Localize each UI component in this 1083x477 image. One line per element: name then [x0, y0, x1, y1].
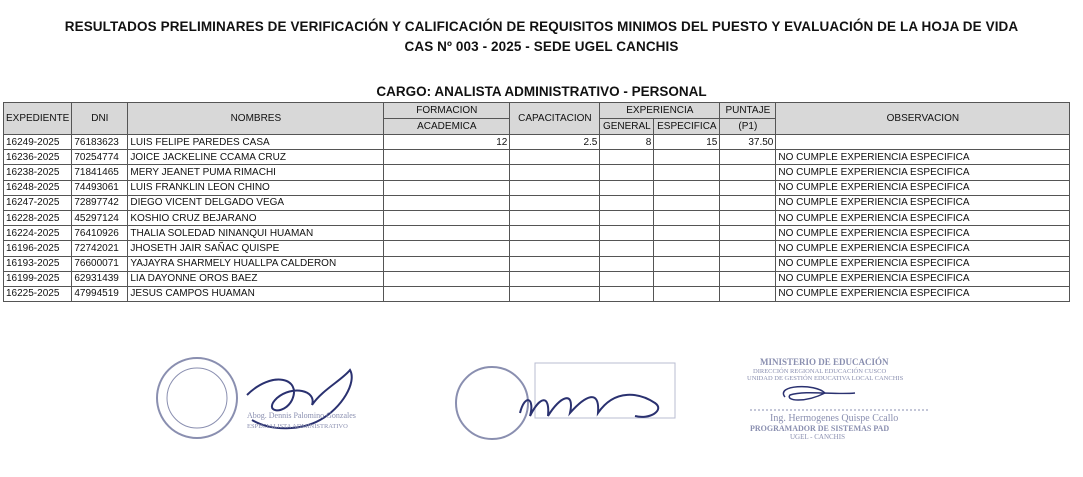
header-observacion: OBSERVACION — [776, 103, 1070, 135]
round-seal-icon — [456, 367, 528, 439]
cell-observacion — [776, 135, 1070, 150]
cell-formacion — [384, 195, 510, 210]
signature-stamp-3 — [745, 355, 945, 445]
cell-general — [600, 210, 654, 225]
cell-expediente: 16196-2025 — [4, 241, 72, 256]
cell-general — [600, 195, 654, 210]
signature-stamp-1 — [152, 350, 382, 445]
header-capacitacion: CAPACITACION — [510, 103, 600, 135]
header-dni: DNI — [72, 103, 128, 135]
cell-formacion — [384, 226, 510, 241]
cell-observacion: NO CUMPLE EXPERIENCIA ESPECIFICA — [776, 180, 1070, 195]
cell-expediente: 16228-2025 — [4, 210, 72, 225]
cell-observacion: NO CUMPLE EXPERIENCIA ESPECIFICA — [776, 286, 1070, 301]
cell-general: 8 — [600, 135, 654, 150]
cell-observacion: NO CUMPLE EXPERIENCIA ESPECIFICA — [776, 226, 1070, 241]
cell-general — [600, 165, 654, 180]
cell-formacion — [384, 271, 510, 286]
table-row — [4, 180, 1070, 195]
header-nombres: NOMBRES — [128, 103, 384, 135]
cell-expediente: 16249-2025 — [4, 135, 72, 150]
handwritten-signature-3 — [783, 387, 855, 400]
cell-expediente: 16238-2025 — [4, 165, 72, 180]
cell-puntaje — [720, 165, 776, 180]
cell-especifica — [654, 180, 720, 195]
rectangular-stamp-icon — [535, 363, 675, 418]
cell-general — [600, 286, 654, 301]
cell-especifica — [654, 286, 720, 301]
cell-puntaje — [720, 271, 776, 286]
cell-observacion: NO CUMPLE EXPERIENCIA ESPECIFICA — [776, 210, 1070, 225]
cell-puntaje — [720, 180, 776, 195]
cell-formacion — [384, 256, 510, 271]
cell-especifica — [654, 256, 720, 271]
cell-puntaje — [720, 226, 776, 241]
cell-expediente: 16247-2025 — [4, 195, 72, 210]
signer-1-role: ESPECIALISTA ADMINISTRATIVO — [247, 423, 348, 430]
document-title: RESULTADOS PRELIMINARES DE VERIFICACIÓN Y CALIFICACIÓN DE REQUISITOS MINIMOS DEL PUESTO Y EVALUACIÓN DE LA HOJA DE VIDA — [64, 19, 1019, 34]
header-formacion: FORMACION — [384, 103, 510, 119]
table-row — [4, 286, 1070, 301]
cell-puntaje: 37.50 — [720, 135, 776, 150]
cell-nombre: THALIA SOLEDAD NINANQUI HUAMAN — [128, 226, 384, 241]
cell-general — [600, 150, 654, 165]
cell-puntaje — [720, 241, 776, 256]
cell-formacion — [384, 180, 510, 195]
cell-capacitacion — [510, 165, 600, 180]
round-seal-icon — [157, 358, 237, 438]
signer-1-name: Abog. Dennis Palomino Gonzales — [247, 411, 356, 420]
cell-capacitacion — [510, 241, 600, 256]
table-row — [4, 195, 1070, 210]
cell-expediente: 16236-2025 — [4, 150, 72, 165]
cell-nombre: KOSHIO CRUZ BEJARANO — [128, 210, 384, 225]
stamp-org-ministerio: MINISTERIO DE EDUCACIÓN — [760, 357, 889, 367]
cell-expediente: 16225-2025 — [4, 286, 72, 301]
signer-3-role: PROGRAMADOR DE SISTEMAS PAD — [750, 424, 890, 433]
cell-dni: 76600071 — [72, 256, 128, 271]
cell-puntaje — [720, 195, 776, 210]
cell-especifica — [654, 226, 720, 241]
cell-dni: 76183623 — [72, 135, 128, 150]
cell-dni: 74493061 — [72, 180, 128, 195]
cell-expediente: 16224-2025 — [4, 226, 72, 241]
table-row — [4, 210, 1070, 225]
cell-capacitacion — [510, 210, 600, 225]
header-puntaje: PUNTAJE — [720, 103, 776, 119]
cell-general — [600, 256, 654, 271]
cell-puntaje — [720, 150, 776, 165]
cell-observacion: NO CUMPLE EXPERIENCIA ESPECIFICA — [776, 165, 1070, 180]
cell-nombre: YAJAYRA SHARMELY HUALLPA CALDERON — [128, 256, 384, 271]
cell-general — [600, 271, 654, 286]
cell-nombre: LUIS FRANKLIN LEON CHINO — [128, 180, 384, 195]
cell-puntaje — [720, 256, 776, 271]
cell-capacitacion: 2.5 — [510, 135, 600, 150]
cell-nombre: JOICE JACKELINE CCAMA CRUZ — [128, 150, 384, 165]
signer-3-name: Ing. Hermogenes Quispe Ccallo — [770, 413, 899, 424]
cell-expediente: 16248-2025 — [4, 180, 72, 195]
cell-especifica — [654, 241, 720, 256]
cell-especifica — [654, 210, 720, 225]
cell-observacion: NO CUMPLE EXPERIENCIA ESPECIFICA — [776, 150, 1070, 165]
cell-expediente: 16199-2025 — [4, 271, 72, 286]
header-formacion-academica: ACADEMICA — [384, 119, 510, 135]
cell-puntaje — [720, 210, 776, 225]
cell-general — [600, 241, 654, 256]
table-row — [4, 135, 1070, 150]
cell-especifica: 15 — [654, 135, 720, 150]
cell-nombre: LUIS FELIPE PAREDES CASA — [128, 135, 384, 150]
cell-capacitacion — [510, 271, 600, 286]
cell-especifica — [654, 271, 720, 286]
signature-stamp-2 — [450, 358, 700, 443]
cell-nombre: JHOSETH JAIR SAÑAC QUISPE — [128, 241, 384, 256]
cell-capacitacion — [510, 180, 600, 195]
cell-nombre: JESUS CAMPOS HUAMAN — [128, 286, 384, 301]
header-expediente: EXPEDIENTE — [4, 103, 72, 135]
cell-dni: 70254774 — [72, 150, 128, 165]
table-row — [4, 256, 1070, 271]
cell-capacitacion — [510, 226, 600, 241]
cell-especifica — [654, 165, 720, 180]
cell-capacitacion — [510, 150, 600, 165]
cell-expediente: 16193-2025 — [4, 256, 72, 271]
table-row — [4, 271, 1070, 286]
cell-dni: 47994519 — [72, 286, 128, 301]
cell-general — [600, 180, 654, 195]
cell-formacion — [384, 150, 510, 165]
cell-observacion: NO CUMPLE EXPERIENCIA ESPECIFICA — [776, 241, 1070, 256]
cell-dni: 72897742 — [72, 195, 128, 210]
cell-observacion: NO CUMPLE EXPERIENCIA ESPECIFICA — [776, 271, 1070, 286]
signer-3-unit: UGEL - CANCHIS — [790, 433, 845, 441]
document-subtitle: CAS Nº 003 - 2025 - SEDE UGEL CANCHIS — [404, 39, 679, 54]
cell-dni: 71841465 — [72, 165, 128, 180]
cell-formacion — [384, 286, 510, 301]
cell-formacion — [384, 210, 510, 225]
cell-formacion: 12 — [384, 135, 510, 150]
cell-nombre: MERY JEANET PUMA RIMACHI — [128, 165, 384, 180]
cell-general — [600, 226, 654, 241]
cell-observacion: NO CUMPLE EXPERIENCIA ESPECIFICA — [776, 256, 1070, 271]
cell-capacitacion — [510, 195, 600, 210]
table-row — [4, 241, 1070, 256]
cell-dni: 62931439 — [72, 271, 128, 286]
cell-puntaje — [720, 286, 776, 301]
cargo-heading: CARGO: ANALISTA ADMINISTRATIVO - PERSONAL — [376, 84, 707, 99]
stamp-org-ugel: UNIDAD DE GESTIÓN EDUCATIVA LOCAL CANCHIS — [747, 375, 904, 382]
handwritten-signature-2 — [520, 395, 658, 417]
cell-dni: 76410926 — [72, 226, 128, 241]
cell-especifica — [654, 195, 720, 210]
cell-nombre: LIA DAYONNE OROS BAEZ — [128, 271, 384, 286]
cell-capacitacion — [510, 286, 600, 301]
stamp-org-direccion: DIRECCIÓN REGIONAL EDUCACIÓN CUSCO — [753, 368, 887, 375]
table-row — [4, 226, 1070, 241]
table-row — [4, 165, 1070, 180]
header-general: GENERAL — [600, 119, 654, 135]
header-puntaje-p1: (P1) — [720, 119, 776, 135]
results-table — [3, 102, 1070, 302]
round-seal-inner-icon — [167, 368, 227, 428]
table-row — [4, 150, 1070, 165]
cell-dni: 45297124 — [72, 210, 128, 225]
cell-capacitacion — [510, 256, 600, 271]
cell-especifica — [654, 150, 720, 165]
cell-dni: 72742021 — [72, 241, 128, 256]
header-experiencia: EXPERIENCIA — [600, 103, 720, 119]
cell-formacion — [384, 241, 510, 256]
header-especifica: ESPECIFICA — [654, 119, 720, 135]
cell-formacion — [384, 165, 510, 180]
cell-observacion: NO CUMPLE EXPERIENCIA ESPECIFICA — [776, 195, 1070, 210]
cell-nombre: DIEGO VICENT DELGADO VEGA — [128, 195, 384, 210]
